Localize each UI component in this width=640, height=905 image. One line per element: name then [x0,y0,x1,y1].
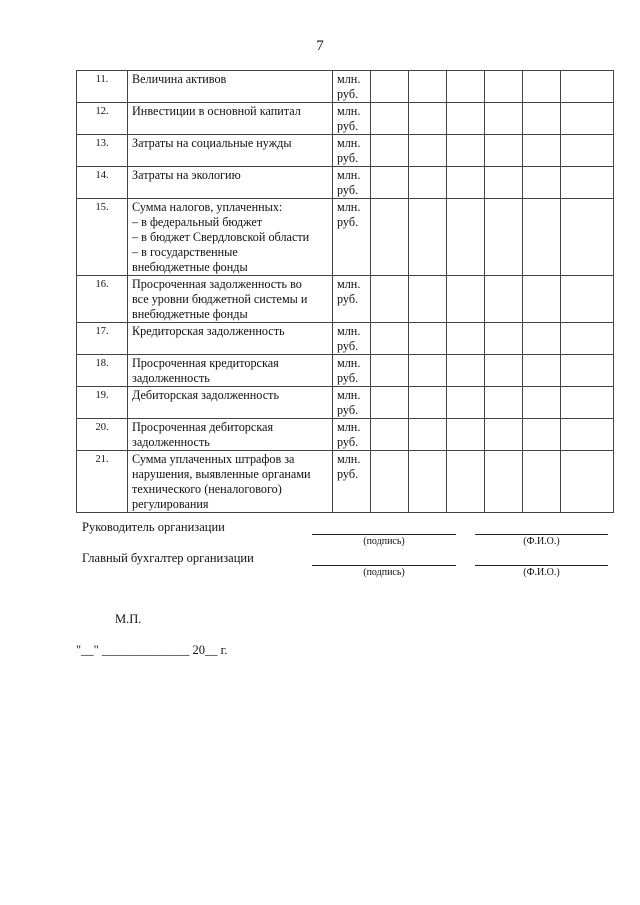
unit-line: млн. [337,136,361,150]
unit-line: млн. [337,388,361,402]
unit-line: млн. [337,104,361,118]
unit-line: млн. [337,420,361,434]
unit-cell [333,276,371,323]
accountant-name-caption: (Ф.И.О.) [523,567,560,578]
stamp-label: М.П. [115,612,142,626]
value-cell [409,135,447,167]
value-cell [523,199,561,276]
table-body [77,71,614,513]
value-cell [485,167,523,199]
director-name-line [475,534,608,535]
row-number: 14. [77,167,128,199]
indicator-name-line: Кредиторская задолженность [132,324,285,338]
unit-line: руб. [337,119,359,133]
unit-line: руб. [337,339,359,353]
accountant-signature-line [312,565,456,566]
value-cell [523,419,561,451]
unit-cell [333,103,371,135]
indicator-name-line: – в федеральный бюджет [132,215,263,229]
value-cell [485,276,523,323]
value-cell [485,135,523,167]
value-cell [409,323,447,355]
indicator-name-line: задолженность [132,371,210,385]
value-cell [561,355,614,387]
value-cell [409,103,447,135]
indicator-name-line: внебюджетные фонды [132,307,248,321]
indicator-name-line: Сумма уплаченных штрафов за [132,452,295,466]
unit-line: млн. [337,200,361,214]
value-cell [447,199,485,276]
value-cell [447,355,485,387]
unit-line: млн. [337,277,361,291]
unit-line: руб. [337,292,359,306]
indicator-name-line: Просроченная задолженность во [132,277,302,291]
value-cell [523,276,561,323]
unit-cell [333,323,371,355]
value-cell [371,199,409,276]
value-cell [409,355,447,387]
unit-cell [333,451,371,513]
value-cell [523,387,561,419]
value-cell [409,387,447,419]
director-signature-line [312,534,456,535]
value-cell [561,276,614,323]
unit-line: руб. [337,403,359,417]
value-cell [447,276,485,323]
indicator-name-line: Затраты на социальные нужды [132,136,292,150]
unit-line: руб. [337,183,359,197]
value-cell [523,323,561,355]
value-cell [561,71,614,103]
indicator-name-line: Сумма налогов, уплаченных: [132,200,283,214]
value-cell [561,419,614,451]
value-cell [485,387,523,419]
value-cell [523,451,561,513]
value-cell [447,323,485,355]
indicator-name [128,355,333,387]
table-row [77,199,614,276]
indicator-name [128,323,333,355]
director-name-caption: (Ф.И.О.) [523,536,560,547]
value-cell [409,276,447,323]
unit-cell [333,355,371,387]
unit-cell [333,167,371,199]
value-cell [561,323,614,355]
indicators-table [76,70,614,513]
indicator-name [128,199,333,276]
row-number: 17. [77,323,128,355]
unit-cell [333,387,371,419]
value-cell [447,167,485,199]
value-cell [409,167,447,199]
value-cell [485,323,523,355]
indicator-name [128,451,333,513]
indicator-name [128,135,333,167]
row-number: 18. [77,355,128,387]
indicator-name [128,167,333,199]
accountant-label: Главный бухгалтер организации [82,551,254,565]
unit-cell [333,71,371,103]
unit-line: млн. [337,452,361,466]
director-label: Руководитель организации [82,520,225,534]
value-cell [485,71,523,103]
value-cell [371,323,409,355]
value-cell [371,419,409,451]
indicator-name-line: Просроченная кредиторская [132,356,279,370]
value-cell [447,387,485,419]
value-cell [447,451,485,513]
value-cell [409,451,447,513]
indicator-name-line: Дебиторская задолженность [132,388,279,402]
indicator-name-line: Просроченная дебиторская [132,420,274,434]
value-cell [371,135,409,167]
value-cell [371,167,409,199]
indicator-name-line: задолженность [132,435,210,449]
value-cell [409,419,447,451]
indicator-name-line: технического (неналогового) [132,482,282,496]
value-cell [409,71,447,103]
indicator-name [128,419,333,451]
value-cell [371,451,409,513]
row-number: 16. [77,276,128,323]
value-cell [447,135,485,167]
value-cell [371,103,409,135]
value-cell [561,135,614,167]
unit-line: руб. [337,435,359,449]
table-row [77,355,614,387]
row-number: 15. [77,199,128,276]
value-cell [447,103,485,135]
unit-line: руб. [337,215,359,229]
indicator-name-line: – в государственные [132,245,238,259]
value-cell [371,387,409,419]
value-cell [371,355,409,387]
table-row [77,323,614,355]
unit-line: руб. [337,87,359,101]
unit-line: млн. [337,168,361,182]
indicator-name-line: регулирования [132,497,209,511]
indicator-name [128,387,333,419]
unit-line: руб. [337,371,359,385]
value-cell [371,71,409,103]
table-row [77,103,614,135]
value-cell [447,71,485,103]
unit-line: руб. [337,467,359,481]
indicator-name-line: Затраты на экологию [132,168,241,182]
indicator-name-line: нарушения, выявленные органами [132,467,311,481]
unit-line: руб. [337,151,359,165]
value-cell [561,167,614,199]
indicator-name-line: Величина активов [132,72,227,86]
indicator-name-line: Инвестиции в основной капитал [132,104,301,118]
table-row [77,276,614,323]
value-cell [561,387,614,419]
value-cell [523,355,561,387]
value-cell [561,103,614,135]
table-row [77,135,614,167]
row-number: 12. [77,103,128,135]
indicator-name [128,103,333,135]
page-number: 7 [316,38,324,54]
value-cell [409,199,447,276]
value-cell [523,135,561,167]
value-cell [485,103,523,135]
value-cell [485,419,523,451]
row-number: 21. [77,451,128,513]
accountant-signature-caption: (подпись) [363,567,405,578]
accountant-name-line [475,565,608,566]
value-cell [523,71,561,103]
unit-cell [333,199,371,276]
unit-cell [333,135,371,167]
indicator-name-line: внебюджетные фонды [132,260,248,274]
indicator-name-line: все уровни бюджетной системы и [132,292,308,306]
row-number: 13. [77,135,128,167]
unit-line: млн. [337,324,361,338]
value-cell [485,451,523,513]
value-cell [485,355,523,387]
value-cell [447,419,485,451]
value-cell [371,276,409,323]
unit-line: млн. [337,356,361,370]
unit-cell [333,419,371,451]
director-signature-caption: (подпись) [363,536,405,547]
value-cell [561,199,614,276]
indicator-name-line: – в бюджет Свердловской области [132,230,310,244]
row-number: 11. [77,71,128,103]
table-row [77,451,614,513]
value-cell [561,451,614,513]
date-line: "__" ______________ 20__ г. [76,643,228,657]
indicator-name [128,276,333,323]
value-cell [485,199,523,276]
table-row [77,387,614,419]
indicator-name [128,71,333,103]
row-number: 20. [77,419,128,451]
value-cell [523,103,561,135]
table-row [77,167,614,199]
value-cell [523,167,561,199]
table-row [77,71,614,103]
table-row [77,419,614,451]
row-number: 19. [77,387,128,419]
unit-line: млн. [337,72,361,86]
